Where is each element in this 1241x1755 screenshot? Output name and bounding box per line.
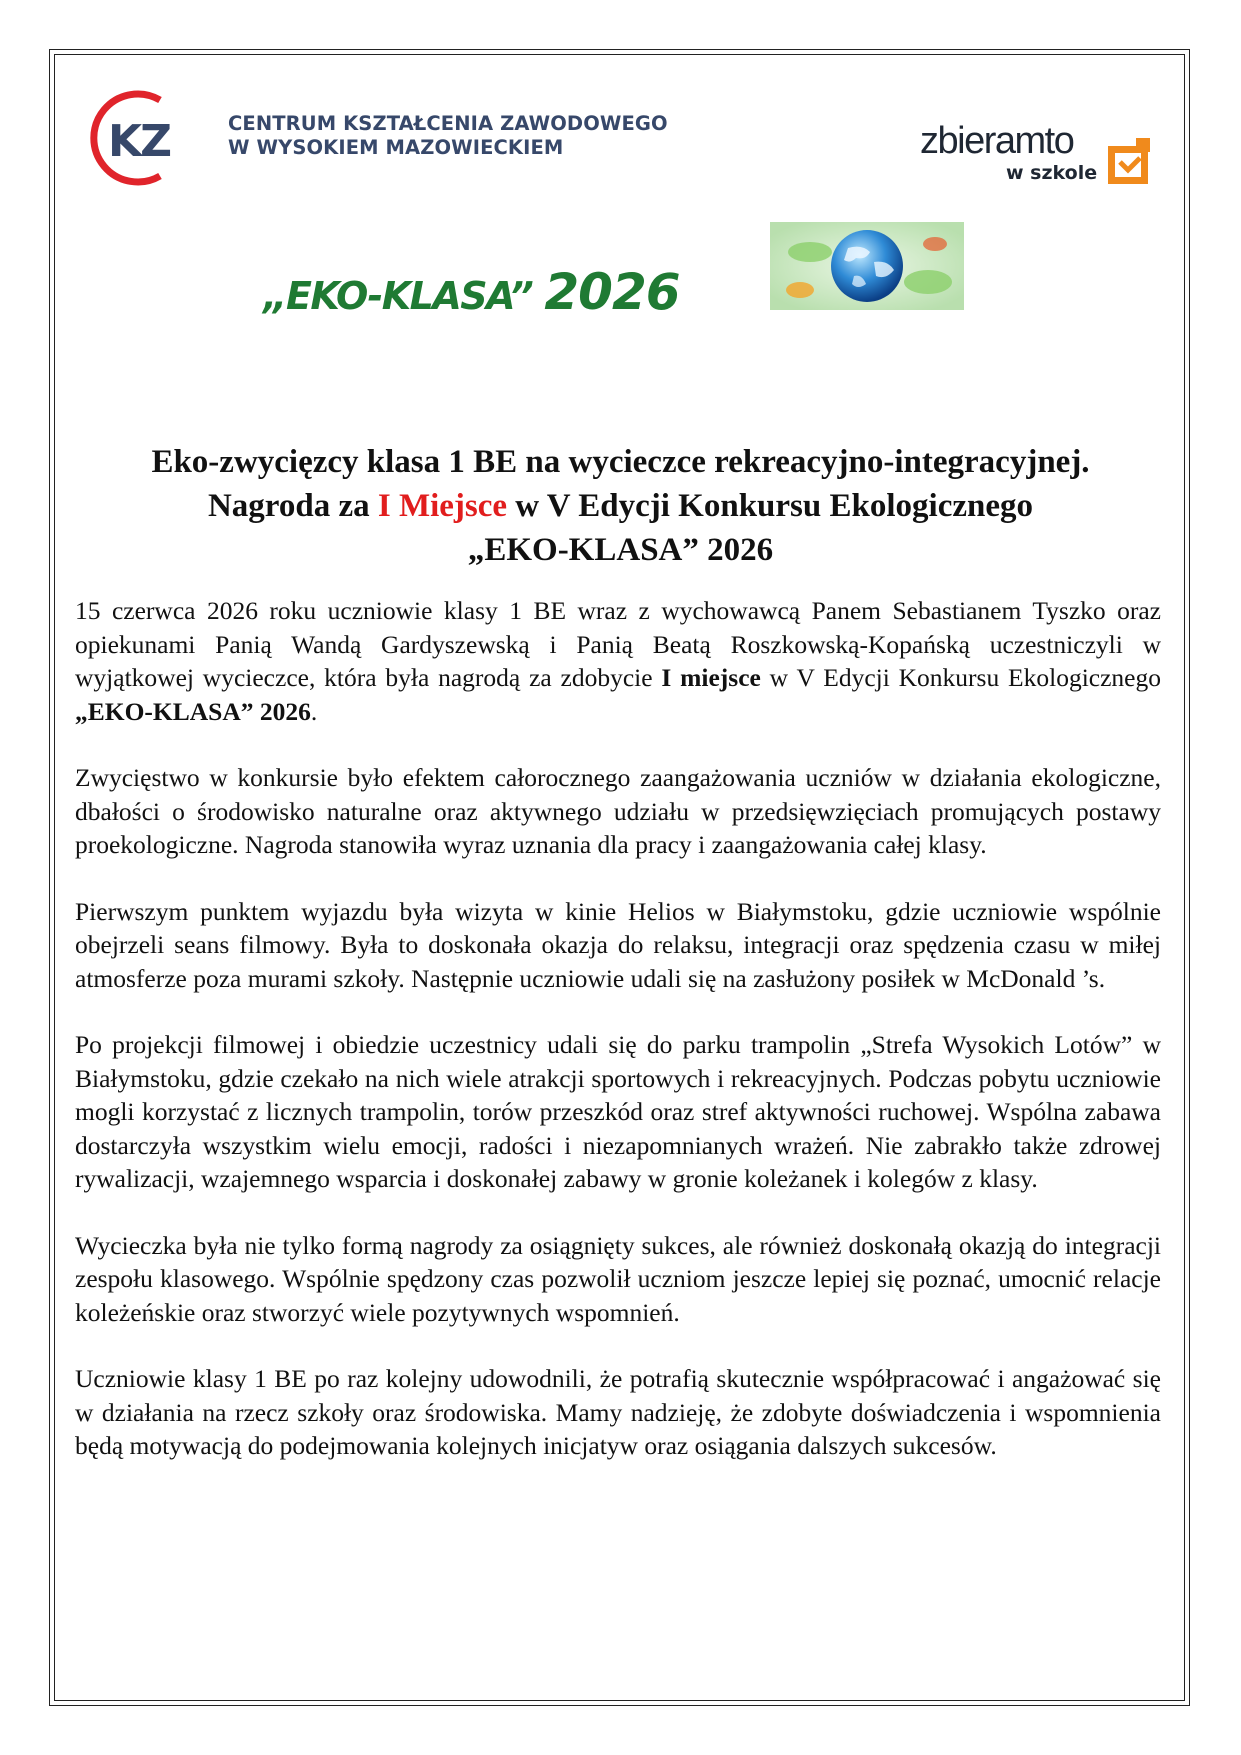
article-body xyxy=(75,594,1161,1496)
school-name xyxy=(228,112,668,160)
zbieramto-logo xyxy=(920,120,1160,190)
paragraph-1 xyxy=(75,594,1161,728)
school-name-line1: CENTRUM KSZTAŁCENIA ZAWODOWEGO xyxy=(228,112,668,135)
paragraph-4: Po projekcji filmowej i obiedzie uczestnicy udali się do parku trampolin „Strefa Wysokich Lotów” w Białymstoku, gdzie czekało na nich wiele atrakcji sportowych i rekreacyjnych. Podczas pobytu uczniowie mogli korzystać z licznych trampolin, torów przeszkód oraz stref aktywności ruchowej. Wspólna zabawa dostarczyła wszystkim wielu emocji, radości i niezapomnianych wrażeń. Nie zabrakło także zdrowej rywalizacji, wzajemnego wsparcia i doskonałej zabawy w gronie koleżanek i kolegów z klasy. xyxy=(75,1030,1161,1193)
headline-first-place: I Miejsce xyxy=(377,488,508,524)
headline-line2-start: Nagroda za xyxy=(207,488,378,524)
zbieramto-logo-text: zbieramto xyxy=(920,120,1074,162)
earth-globe-icon xyxy=(770,222,964,310)
paragraph-1-text-b: w V Edycji Konkursu Ekologicznego xyxy=(760,663,1161,692)
ckz-logo-icon xyxy=(82,88,192,188)
headline-line2 xyxy=(60,484,1181,528)
paragraph-5: Wycieczka była nie tylko formą nagrody za osiągnięty sukces, ale również doskonałą okazją do integracji zespołu klasowego. Wspólnie spędzony czas pozwolił uczniom jeszcze lepiej się poznać, umocnić relacje koleżeńskie oraz stworzyć wiele pozytywnych wspomnień. xyxy=(75,1230,1161,1327)
school-name-line2: W WYSOKIEM MAZOWIECKIEM xyxy=(228,136,564,159)
paragraph-3: Pierwszym punktem wyjazdu była wizyta w kinie Helios w Białymstoku, gdzie uczniowie wspólnie obejrzeli seans filmowy. Była to doskonała okazja do relaksu, integracji oraz spędzenia czasu w miłej atmosferze poza murami szkoły. Następnie uczniowie udali się na zasłużony posiłek w McDonald ’s. xyxy=(75,896,1161,993)
paragraph-1-bold-contest: „EKO-KLASA” 2026 xyxy=(75,696,311,726)
eko-klasa-year: 2026 xyxy=(544,263,680,321)
paragraph-1-bold-place: I miejsce xyxy=(661,663,761,692)
paragraph-6: Uczniowie klasy 1 BE po raz kolejny udowodnili, że potrafią skutecznie współpracować i angażować się w działania na rzecz szkoły oraz środowiska. Mamy nadzieję, że zdobyte doświadczenia i wspomnienia będą motywacją do podejmowania kolejnych inicjatyw oraz osiągania dalszych sukcesów. xyxy=(75,1364,1161,1460)
headline-line2-end: w V Edycji Konkursu Ekologicznego xyxy=(507,488,1034,524)
paragraph-2: Zwycięstwo w konkursie było efektem całorocznego zaangażowania uczniów w działania ekologiczne, dbałości o środowisko naturalne oraz aktywnego udziału w przedsięwzięciach promujących postawy proekologiczne. Nagroda stanowiła wyraz uznania dla pracy i zaangażowania całej klasy. xyxy=(75,763,1161,859)
article-headline xyxy=(60,440,1181,572)
recycle-box-icon xyxy=(1108,138,1152,186)
paragraph-1-text-a: 15 czerwca 2026 roku uczniowie klasy 1 BE wraz z wychowawcą Panem Sebastianem Tyszko oraz opiekunami Panią Wandą Gardyszewską i Panią Beatą Roszkowską-Kopańską uczestniczyli w wyjątkowej wycieczce, która była nagrodą za zdobycie xyxy=(75,596,1161,692)
eko-klasa-title-text: „EKO-KLASA” xyxy=(263,274,533,318)
headline-line1: Eko-zwycięzcy klasa 1 BE na wycieczce rekreacyjno-integracyjnej. xyxy=(151,444,1090,480)
paragraph-1-text-c: . xyxy=(310,696,318,726)
eko-klasa-title xyxy=(263,263,680,321)
ckz-logo-letters: KZ xyxy=(108,116,170,167)
zbieramto-logo-subtext: w szkole xyxy=(1006,162,1098,184)
headline-line3: „EKO-KLASA” 2026 xyxy=(467,532,774,568)
